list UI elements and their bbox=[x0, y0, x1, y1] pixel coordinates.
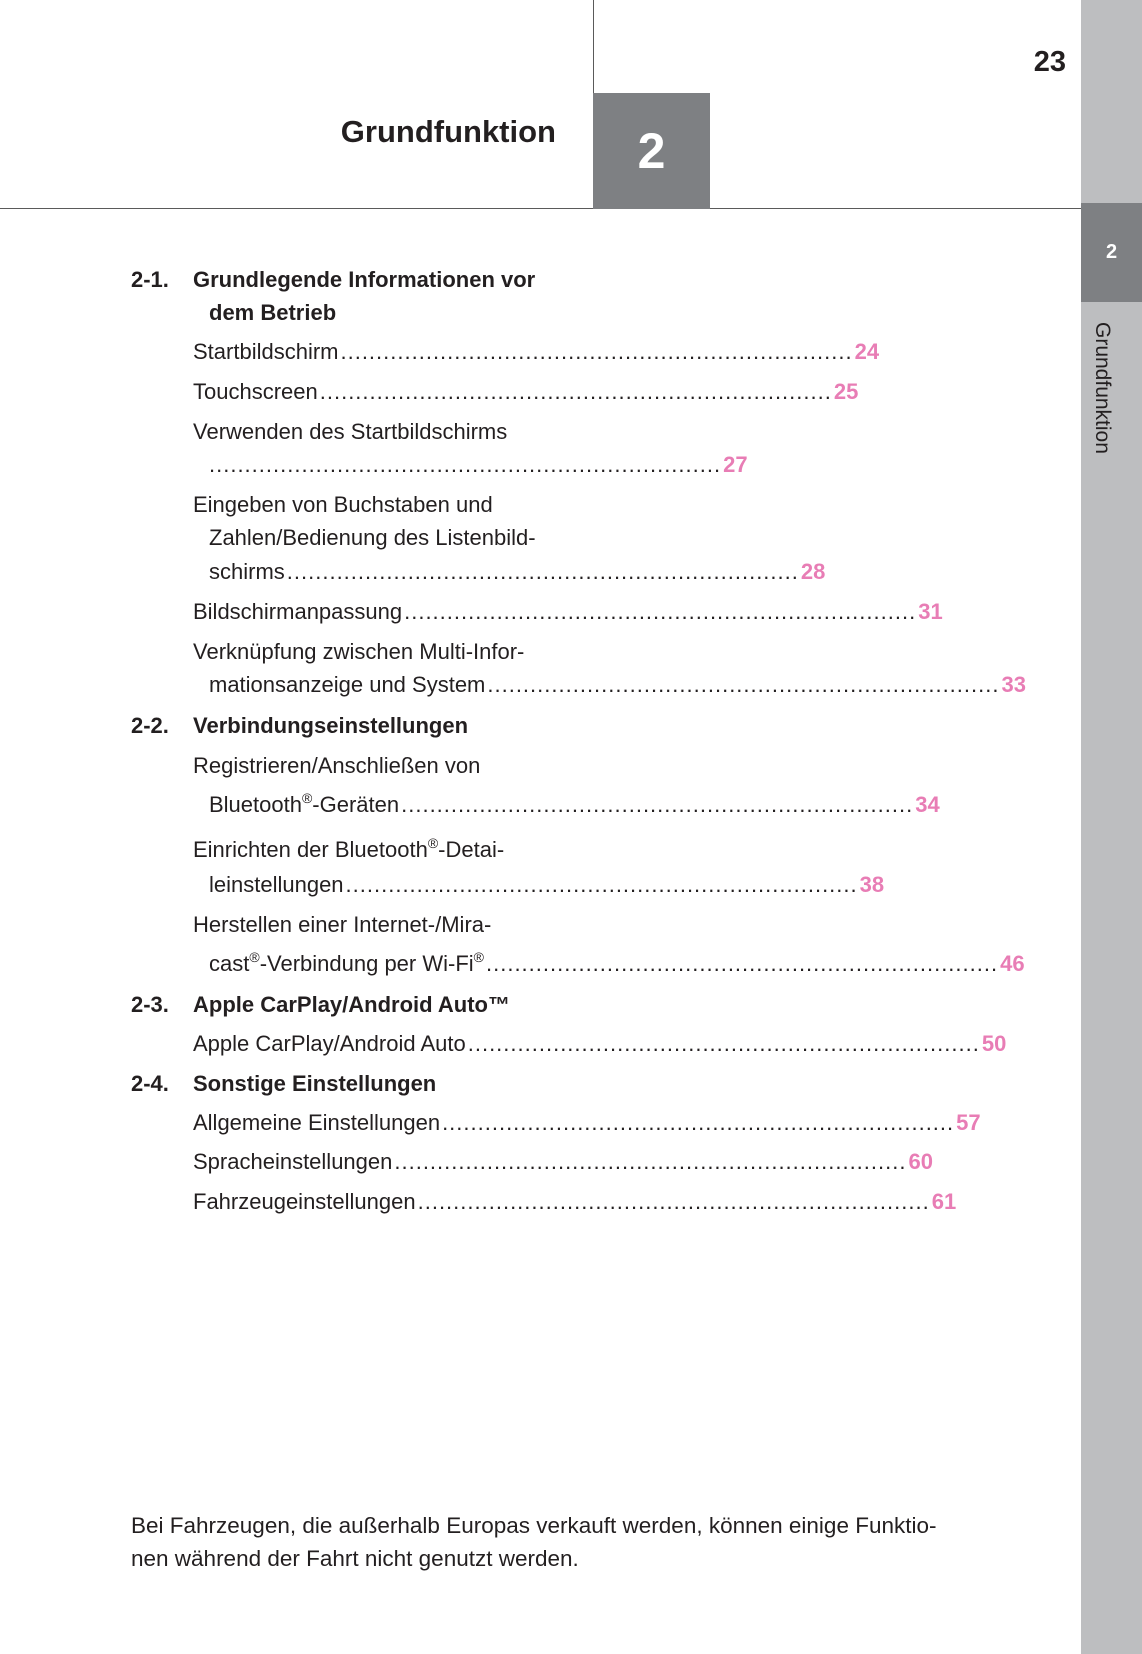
section-number: 2-2. bbox=[131, 713, 169, 738]
toc-entry-title: Touchscreen bbox=[193, 379, 318, 404]
toc-page-link[interactable]: 50 bbox=[981, 1031, 1007, 1056]
toc-entry[interactable] bbox=[209, 558, 826, 586]
leader-dots: ........................................................................ bbox=[340, 339, 853, 364]
toc-entry[interactable] bbox=[209, 949, 1025, 978]
toc-entry[interactable] bbox=[209, 451, 748, 479]
toc-page-link[interactable]: 34 bbox=[915, 792, 940, 817]
leader-dots: ........................................................................ bbox=[209, 452, 722, 477]
toc-page-link[interactable]: 57 bbox=[956, 1110, 981, 1135]
toc-entry-title: Startbildschirm bbox=[193, 339, 339, 364]
toc-entry[interactable] bbox=[209, 671, 1026, 699]
toc-entry-title[interactable]: Verwenden des Startbildschirms bbox=[193, 419, 508, 444]
toc-entry[interactable] bbox=[193, 338, 880, 366]
toc-entry[interactable] bbox=[193, 1109, 981, 1137]
side-tab-number: 2 bbox=[1105, 241, 1118, 263]
toc-page-link[interactable]: 24 bbox=[854, 339, 880, 364]
header-divider-vertical bbox=[593, 0, 594, 93]
toc-page-link[interactable]: 46 bbox=[1000, 951, 1025, 976]
footnote bbox=[131, 1509, 1031, 1575]
toc-page-link[interactable]: 38 bbox=[859, 872, 885, 897]
registered-mark: ® bbox=[301, 790, 313, 806]
leader-dots: ........................................................................ bbox=[401, 792, 914, 817]
toc-entry-title[interactable]: Verknüpfung zwischen Multi-Infor- bbox=[193, 639, 525, 664]
chapter-title: Grundfunktion bbox=[340, 114, 556, 149]
leader-dots: ........................................................................ bbox=[394, 1149, 907, 1174]
leader-dots: ........................................................................ bbox=[286, 559, 799, 584]
section-title-cont: dem Betrieb bbox=[209, 300, 337, 325]
leader-dots: ........................................................................ bbox=[319, 379, 832, 404]
chapter-number-box bbox=[593, 93, 710, 209]
registered-mark: ® bbox=[249, 949, 260, 965]
toc-entry[interactable] bbox=[193, 1148, 933, 1176]
section-title: Apple CarPlay/Android Auto™ bbox=[193, 992, 510, 1017]
toc-entry-title-cont: leinstellungen bbox=[209, 872, 344, 897]
toc-entry-title-cont bbox=[209, 950, 484, 978]
leader-dots: ........................................................................ bbox=[486, 951, 999, 976]
section-number: 2-3. bbox=[131, 992, 169, 1017]
toc-entry-title[interactable] bbox=[193, 836, 504, 864]
toc-entry[interactable] bbox=[209, 790, 940, 819]
toc-page-link[interactable]: 60 bbox=[908, 1149, 933, 1174]
toc-entry-title[interactable]: Herstellen einer Internet-/Mira- bbox=[193, 912, 492, 937]
chapter-number: 2 bbox=[637, 123, 666, 179]
toc-entry-title-cont: Zahlen/Bedienung des Listenbild- bbox=[209, 525, 536, 550]
text-part: -Verbindung per Wi-Fi bbox=[259, 951, 474, 976]
text-part: -Detai- bbox=[438, 837, 505, 862]
text-part: -Geräten bbox=[312, 792, 400, 817]
toc-entry-title-cont bbox=[209, 791, 399, 819]
leader-dots: ........................................................................ bbox=[345, 872, 858, 897]
registered-mark: ® bbox=[473, 949, 484, 965]
side-tab-label: Grundfunktion bbox=[1091, 322, 1114, 454]
toc-page-link[interactable]: 33 bbox=[1001, 672, 1026, 697]
leader-dots: ........................................................................ bbox=[442, 1110, 955, 1135]
toc-entry[interactable] bbox=[193, 598, 943, 626]
registered-mark: ® bbox=[427, 835, 439, 851]
toc-page-link[interactable]: 61 bbox=[931, 1189, 957, 1214]
toc-page-link[interactable]: 25 bbox=[833, 379, 859, 404]
toc-entry-title: Spracheinstellungen bbox=[193, 1149, 393, 1174]
side-tab-active[interactable] bbox=[1081, 203, 1142, 302]
section-number: 2-1. bbox=[131, 267, 169, 292]
toc-page-link[interactable]: 27 bbox=[723, 452, 748, 477]
leader-dots: ........................................................................ bbox=[417, 1189, 930, 1214]
toc-entry-title: Allgemeine Einstellungen bbox=[193, 1110, 441, 1135]
footnote-line: nen während der Fahrt nicht genutzt werden. bbox=[131, 1546, 579, 1571]
footnote-line: Bei Fahrzeugen, die außerhalb Europas verkauft werden, können einige Funktio- bbox=[131, 1513, 937, 1538]
toc-entry-title: Apple CarPlay/Android Auto bbox=[193, 1031, 466, 1056]
page-number: 23 bbox=[1033, 46, 1066, 78]
toc-entry[interactable] bbox=[209, 871, 885, 899]
toc-entry-title: Bildschirmanpassung bbox=[193, 599, 403, 624]
toc-page-link[interactable]: 31 bbox=[918, 599, 943, 624]
section-number: 2-4. bbox=[131, 1071, 169, 1096]
section-title: Grundlegende Informationen vor bbox=[193, 267, 536, 292]
toc-entry-title-cont: mationsanzeige und System bbox=[209, 672, 486, 697]
leader-dots: ........................................................................ bbox=[404, 599, 917, 624]
leader-dots: ........................................................................ bbox=[467, 1031, 980, 1056]
toc-entry[interactable] bbox=[193, 378, 859, 406]
toc-entry[interactable] bbox=[193, 1188, 957, 1216]
text-part: cast bbox=[209, 951, 250, 976]
section-title: Verbindungseinstellungen bbox=[193, 713, 469, 738]
text-part: Einrichten der Bluetooth bbox=[193, 837, 428, 862]
toc-entry[interactable] bbox=[193, 1030, 1007, 1058]
toc-page-link[interactable]: 28 bbox=[800, 559, 826, 584]
toc-entry-title[interactable]: Registrieren/Anschließen von bbox=[193, 753, 481, 778]
text-part: Bluetooth bbox=[209, 792, 302, 817]
toc-entry-title-cont: schirms bbox=[209, 559, 285, 584]
section-title: Sonstige Einstellungen bbox=[193, 1071, 437, 1096]
toc-entry-title[interactable]: Eingeben von Buchstaben und bbox=[193, 492, 493, 517]
toc-entry-title: Fahrzeugeinstellungen bbox=[193, 1189, 416, 1214]
leader-dots: ........................................................................ bbox=[487, 672, 1000, 697]
